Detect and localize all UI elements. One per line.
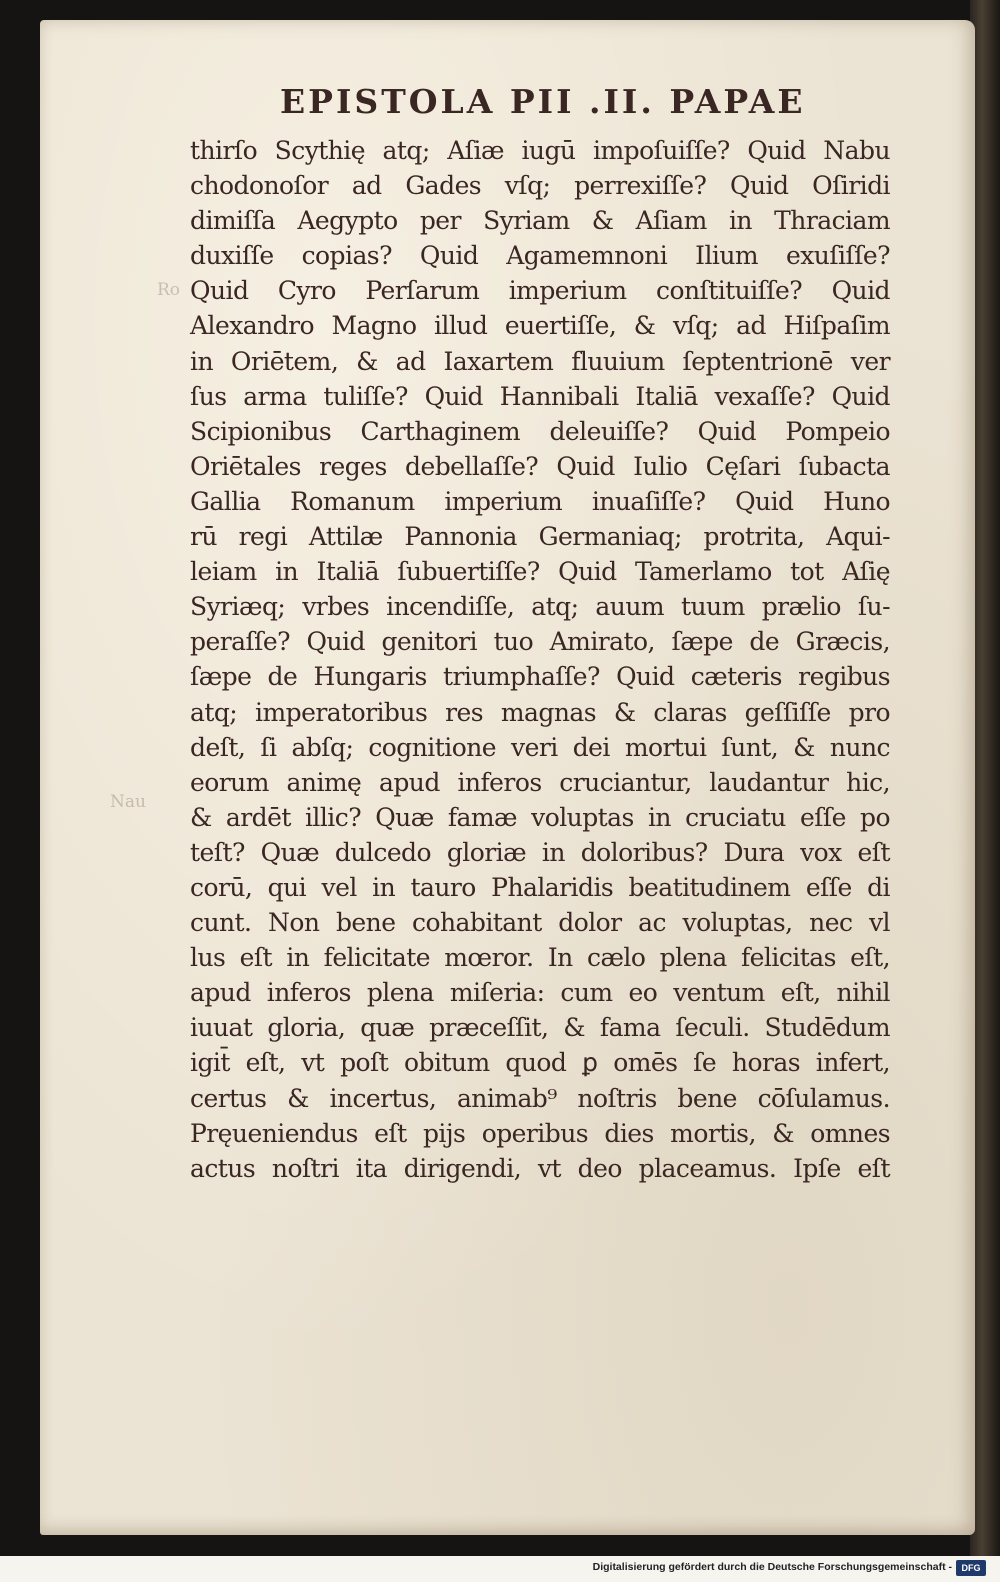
text-line: Quid Cyro Perſarum imperium conſtituiſſe? Quid — [190, 276, 890, 306]
text-line: iuuat gloria, quæ præceſſit, & fama ſeculi. Studēdum — [190, 1013, 890, 1043]
text-line: & ardēt illic? Quæ famæ voluptas in cruciatu eſſe po — [190, 802, 890, 832]
text-line: igit̄ eſt, vt poſt obitum quod ꝑ omēs ſe horas infert, — [190, 1048, 890, 1078]
text-line: rū regi Attilæ Pannonia Germaniaq; protrita, Aqui- — [190, 522, 890, 552]
text-line: deſt, ſi abſq; cognitione veri dei mortui ſunt, & nunc — [190, 732, 890, 762]
text-line: actus noſtri ita dirigendi, vt deo placeamus. Ipſe eſt — [190, 1153, 890, 1183]
footer-bar — [0, 1556, 1000, 1582]
text-line: Pręueniendus eſt pijs operibus dies mortis, & omnes — [190, 1118, 890, 1148]
text-line: cunt. Non bene cohabitant dolor ac voluptas, nec vl — [190, 908, 890, 938]
text-line: ſus arma tuliſſe? Quid Hannibali Italiā vexaſſe? Quid — [190, 381, 890, 411]
text-line: in Oriētem, & ad Iaxartem fluuium ſeptentrionē ver — [190, 346, 890, 376]
text-line: peraſſe? Quid genitori tuo Amirato, ſæpe de Græcis, — [190, 627, 890, 657]
text-line: dimiſſa Aegypto per Syriam & Aſiam in Thraciam — [190, 206, 890, 236]
text-line: atq; imperatoribus res magnas & claras geſſiſſe pro — [190, 697, 890, 727]
text-line: lus eſt in felicitate mœror. In cælo plena felicitas eſt, — [190, 943, 890, 973]
text-line: thirſo Scythię atq; Aſiæ iugū impoſuiſſe? Quid Nabu — [190, 136, 890, 165]
text-line: Alexandro Magno illud euertiſſe, & vſq; ad Hiſpaſim — [190, 311, 890, 341]
bleed-through-mark: Nau — [110, 792, 146, 812]
text-line: Gallia Romanum imperium inuaſiſſe? Quid Huno — [190, 486, 890, 516]
text-line: Scipionibus Carthaginem deleuiſſe? Quid Pompeio — [190, 416, 890, 446]
dfg-logo: DFG — [956, 1560, 986, 1576]
text-line: eorum animę apud inferos cruciantur, laudantur hic, — [190, 767, 890, 797]
text-line: certus & incertus, animab⁹ noſtris bene cōſulamus. — [190, 1083, 890, 1113]
text-line: leiam in Italiā ſubuertiſſe? Quid Tamerlamo tot Aſię — [190, 557, 890, 587]
running-head: EPISTOLA PII .II. PAPAE — [280, 82, 806, 121]
body-text — [190, 133, 890, 1186]
text-line: ſæpe de Hungaris triumphaſſe? Quid cæteris regibus — [190, 662, 890, 692]
text-line: chodonoſor ad Gades vſq; perrexiſſe? Quid Oſiridi — [190, 171, 890, 201]
text-line: teſt? Quæ dulcedo gloriæ in doloribus? Dura vox eſt — [190, 837, 890, 867]
text-line: duxiſſe copias? Quid Agamemnoni Ilium exuſiſſe? — [190, 241, 890, 271]
text-line: Syriæq; vrbes incendiſſe, atq; auum tuum prælio ſu- — [190, 592, 890, 622]
text-line: Oriētales reges debellaſſe? Quid Iulio Cęſari ſubacta — [190, 451, 890, 481]
text-line: apud inferos plena miſeria: cum eo ventum eſt, nihil — [190, 978, 890, 1008]
bleed-through-mark: Ro — [157, 280, 181, 300]
funding-credit: Digitalisierung gefördert durch die Deutsche Forschungsgemeinschaft - — [592, 1561, 952, 1573]
text-line: corū, qui vel in tauro Phalaridis beatitudinem eſſe di — [190, 872, 890, 902]
